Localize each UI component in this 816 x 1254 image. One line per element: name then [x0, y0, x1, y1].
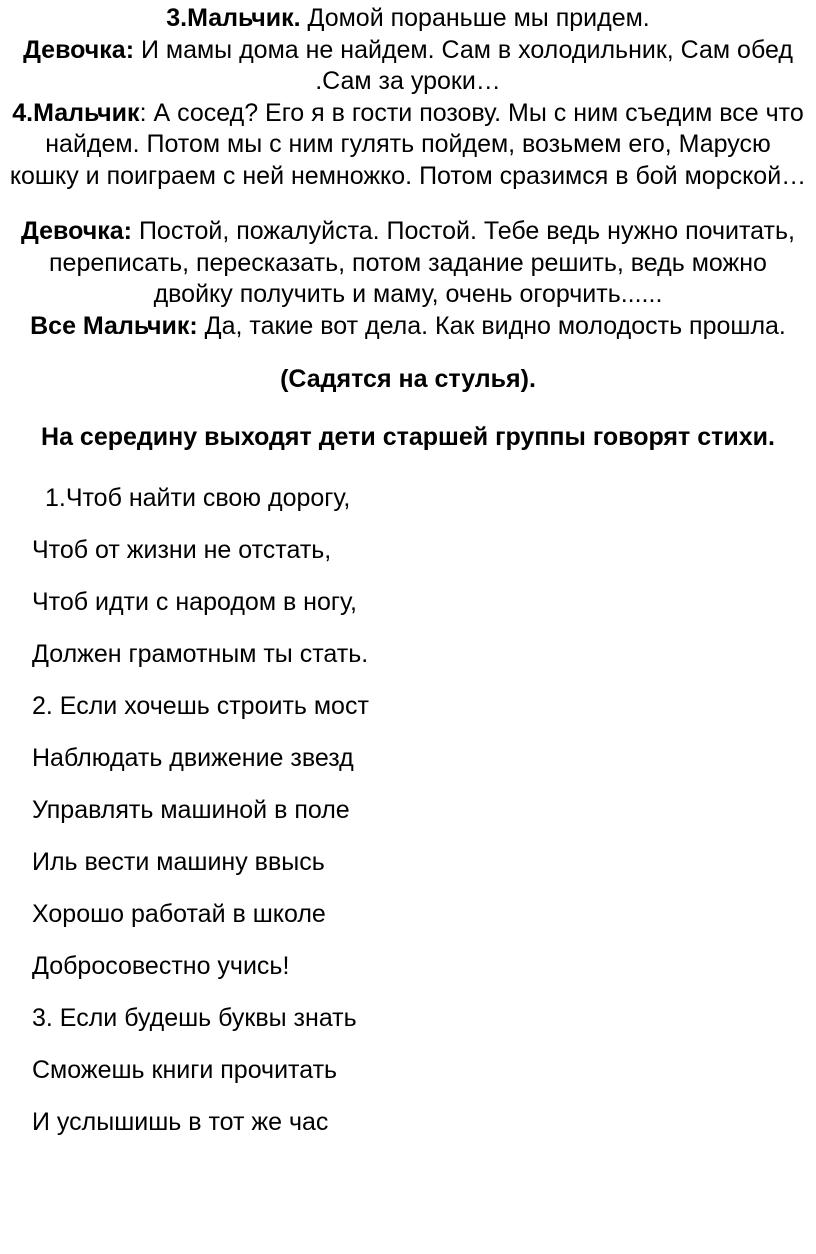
poem [8, 472, 808, 1148]
poem-line: Чтоб от жизни не отстать, [32, 536, 332, 564]
speaker-label: Девочка: [23, 35, 135, 64]
poem-line: И услышишь в тот же час [32, 1108, 329, 1136]
poem-line: Чтоб идти с народом в ногу, [32, 588, 357, 616]
poem-line: Управлять машиной в поле [32, 796, 350, 824]
line-text: Да, такие вот дела. Как видно молодость прошла. [197, 311, 786, 340]
poem-line: Должен грамотным ты стать. [32, 640, 369, 668]
dialogue-block-2 [8, 216, 808, 342]
dialogue-block-1 [8, 0, 808, 192]
dialogue-line [8, 98, 808, 193]
line-text: И мамы дома не найдем. Сам в холодильник, Сам обед .Сам за уроки… [134, 35, 793, 95]
line-text: Домой пораньше мы придем. [300, 4, 650, 32]
poem-line: 3. Если будешь буквы знать [32, 1004, 357, 1032]
poem-line: Наблюдать движение звезд [32, 744, 354, 772]
speaker-label: 3.Мальчик. [166, 4, 301, 32]
poem-line: 1.Чтоб найти свою дорогу, [45, 484, 351, 512]
line-text: : А сосед? Его я в гости позову. Мы с ним съедим все что найдем. Потом мы с ним гулять пойдем, возьмем его, Марусю кошку и поиграем с ней немножко. Потом сразимся в бой морской… [9, 98, 807, 190]
dialogue-line [8, 311, 808, 343]
poem-line: Сможешь книги прочитать [32, 1056, 338, 1084]
line-text: Постой, пожалуйста. Постой. Тебе ведь нужно почитать, переписать, пересказать, потом задание решить, ведь можно двойку получить и маму, очень огорчить...... [49, 217, 795, 308]
poem-line: 2. Если хочешь строить мост [32, 692, 369, 720]
dialogue-line [8, 216, 808, 311]
dialogue-line [8, 35, 808, 98]
poem-line: Хорошо работай в школе [32, 900, 326, 928]
stage-direction-out: На середину выходят дети старшей группы говорят стихи. [41, 422, 775, 451]
speaker-label: Все Мальчик: [30, 311, 198, 340]
poem-line: Иль вести машину ввысь [32, 848, 325, 876]
speaker-label: 4.Мальчик [12, 98, 140, 127]
stage-direction-sit: (Садятся на стулья). [280, 365, 536, 393]
dialogue-line [8, 3, 808, 35]
poem-line: Добросовестно учись! [32, 952, 290, 980]
speaker-label: Девочка: [21, 217, 132, 245]
